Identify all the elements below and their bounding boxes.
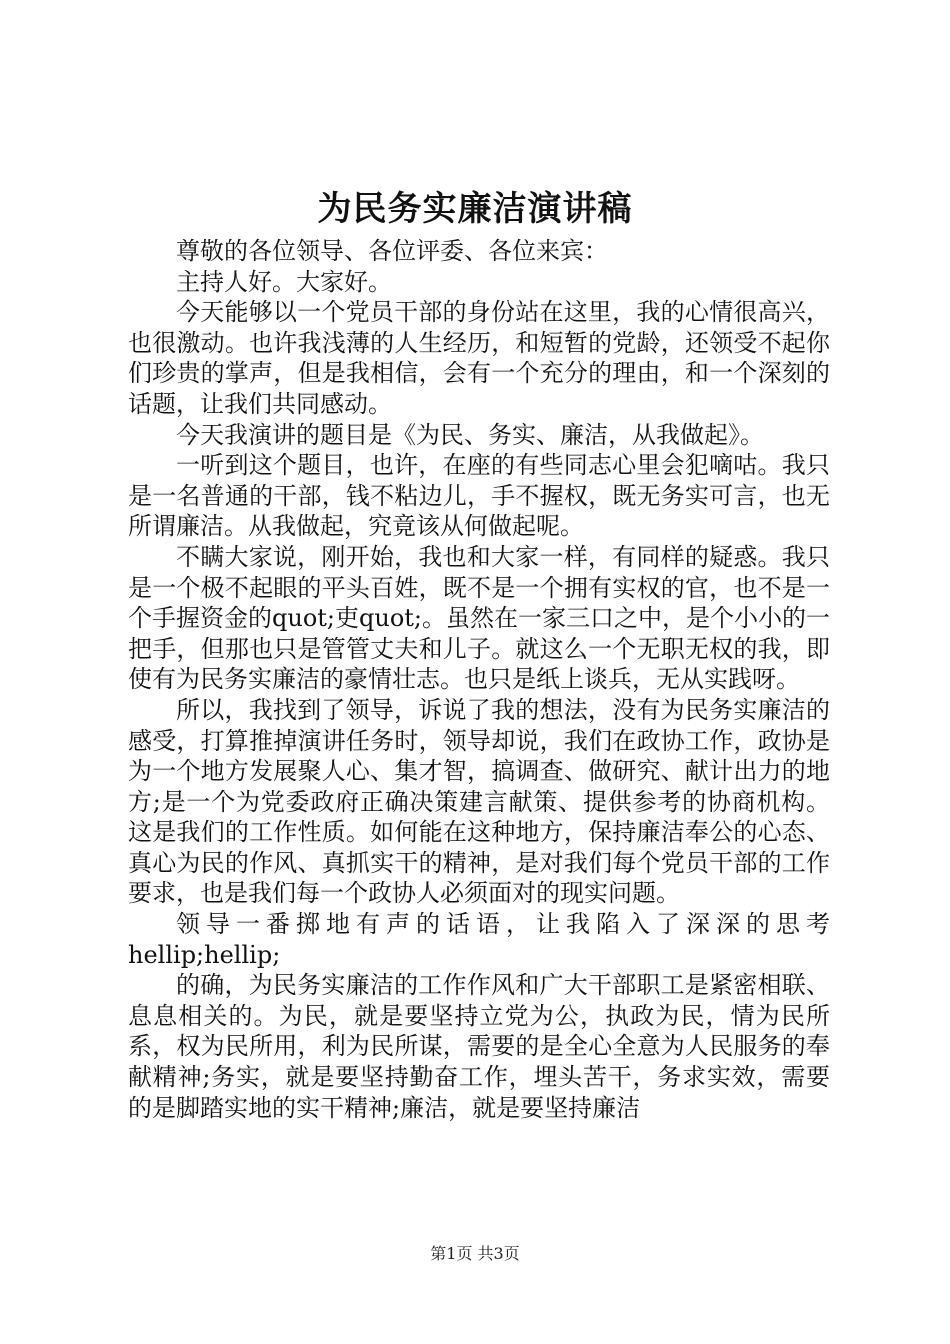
paragraph-definition: 的确，为民务实廉洁的工作作风和广大干部职工是紧密相联、息息相关的。为民，就是要坚持立党为公，执政为民，情为民所系，权为民所用，利为民所谋，需要的是全心全意为人民服务的奉献精神;务实，就是要坚持勤奋工作，埋头苦干，务求实效，需要的是脚踏实地的实干精神;廉洁，就是要坚持廉洁 xyxy=(128,971,830,1122)
paragraph-topic: 今天我演讲的题目是《为民、务实、廉洁，从我做起》。 xyxy=(176,420,764,449)
paragraph-doubt: 一听到这个题目，也许，在座的有些同志心里会犯嘀咕。我只是一名普通的干部，钱不粘边儿，手不握权，既无务实可言，也无所谓廉洁。从我做起，究竟该从何做起呢。 xyxy=(128,451,830,541)
paragraph-host-greeting: 主持人好。大家好。 xyxy=(176,267,392,296)
page-footer: 第1页 共3页 xyxy=(430,1244,520,1263)
document-body xyxy=(128,236,830,1123)
paragraph-confession: 不瞒大家说，刚开始，我也和大家一样，有同样的疑惑。我只是一个极不起眼的平头百姓，既不是一个拥有实权的官，也不是一个手握资金的quot;吏quot;。虽然在一家三口之中，是个小小的一把手，但那也只是管管丈夫和儿子。就这么一个无职无权的我，即使有为民务实廉洁的豪情壮志。也只是纸上谈兵，无从实践呀。 xyxy=(128,542,830,694)
paragraph-opening: 今天能够以一个党员干部的身份站在这里，我的心情很高兴，也很激动。也许我浅薄的人生经历，和短暂的党龄，还领受不起你们珍贵的掌声，但是我相信，会有一个充分的理由，和一个深刻的话题，让我们共同感动。 xyxy=(128,298,830,418)
paragraph-greeting: 尊敬的各位领导、各位评委、各位来宾： xyxy=(176,237,608,265)
paragraph-leader-talk: 所以，我找到了领导，诉说了我的想法，没有为民务实廉洁的感受，打算推掉演讲任务时，领导却说，我们在政协工作，政协是为一个地方发展聚人心、集才智，搞调查、做研究、献计出力的地方;是一个为党委政府正确决策建言献策、提供参考的协商机构。这是我们的工作性质。如何能在这种地方，保持廉洁奉公的心态、真心为民的作风、真抓实干的精神，是对我们每个党员干部的工作要求，也是我们每一个政协人必须面对的现实问题。 xyxy=(128,695,830,908)
paragraph-reflection: 领导一番掷地有声的话语，让我陷入了深深的思考hellip;hellip; xyxy=(128,910,830,969)
document-title: 为民务实廉洁演讲稿 xyxy=(317,189,633,229)
